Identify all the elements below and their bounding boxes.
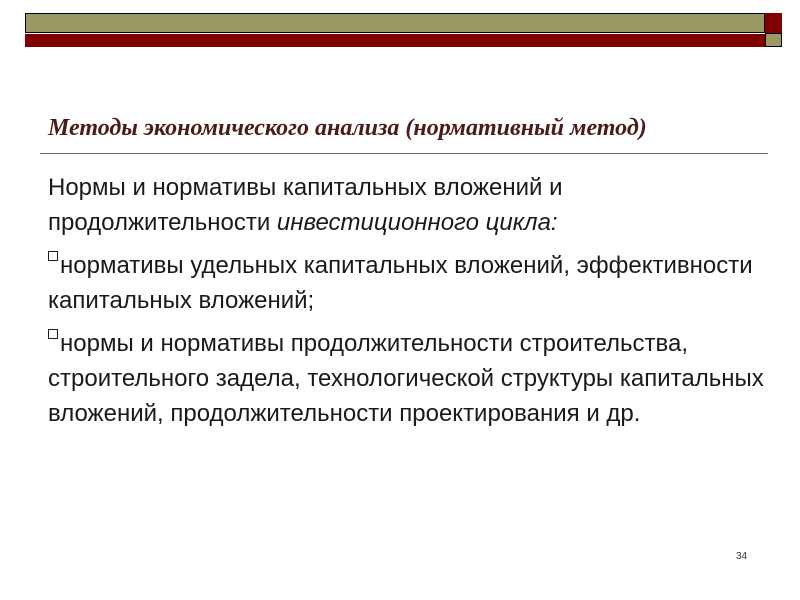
intro-paragraph: [48, 170, 768, 240]
header-red-bar: [25, 34, 765, 47]
square-bullet-icon: [48, 329, 58, 339]
header-corner-olive-box: [765, 33, 782, 47]
bullet-text: нормы и нормативы продолжительности строительства, строительного задела, технологической структуры капитальных вложений, продолжительности проектирования и др.: [48, 330, 764, 427]
page-number: 34: [736, 551, 748, 562]
slide-body: [48, 170, 768, 439]
header-olive-bar: [25, 13, 765, 33]
intro-text: Нормы и нормативы капитальных вложений и продолжительности: [48, 174, 563, 236]
bullet-item: [48, 248, 768, 318]
intro-italic-text: инвестиционного цикла:: [276, 209, 558, 236]
header-corner-red-box: [765, 13, 782, 33]
square-bullet-icon: [48, 251, 58, 261]
bullet-item: [48, 326, 768, 431]
bullet-text: нормативы удельных капитальных вложений, эффективности капитальных вложений;: [48, 252, 753, 314]
slide-title: Методы экономического анализа (нормативный метод): [48, 115, 647, 141]
title-divider: [40, 153, 768, 154]
